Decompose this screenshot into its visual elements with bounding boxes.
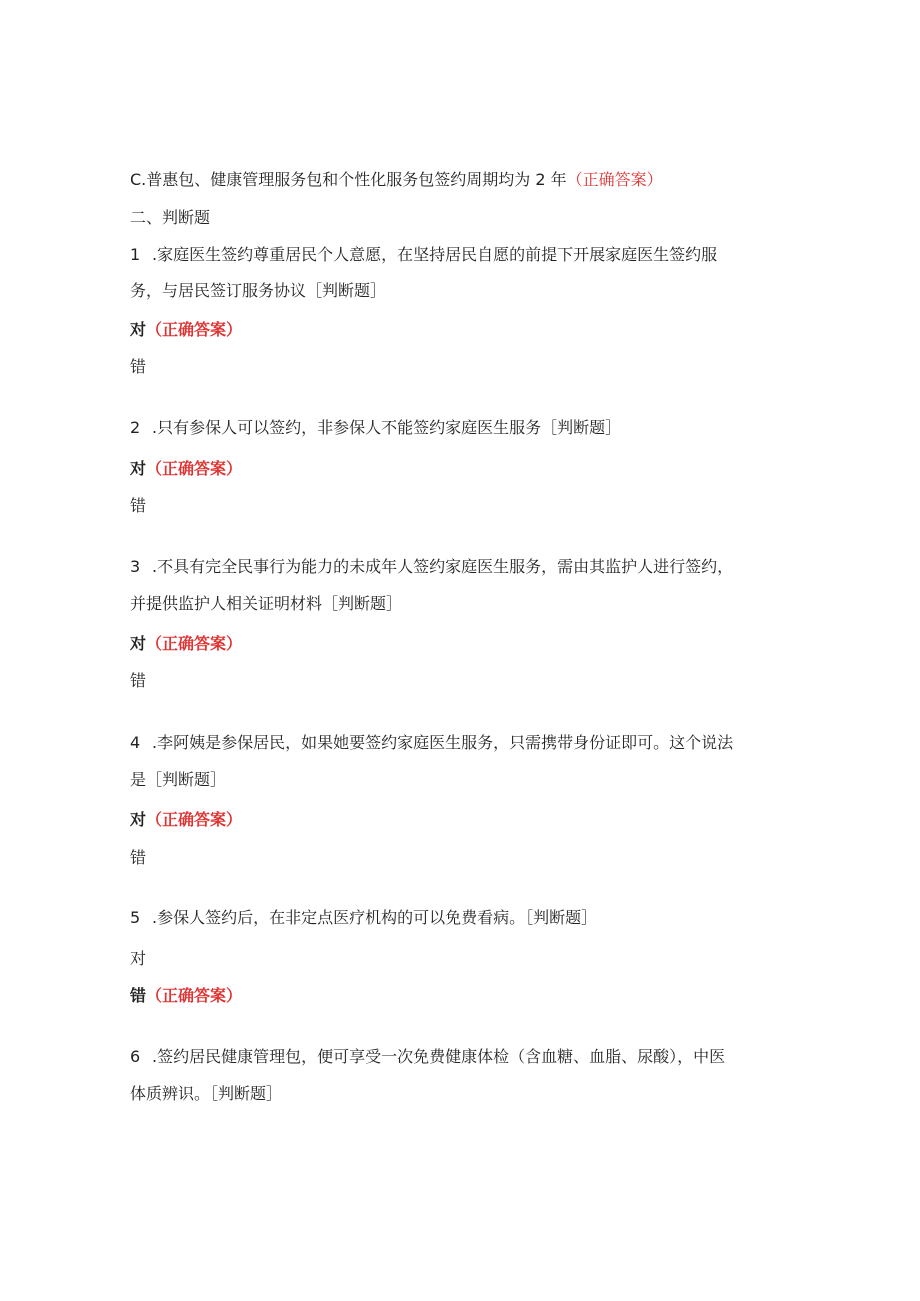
option-label: 对	[130, 320, 147, 339]
question-1-option-false[interactable]	[130, 357, 146, 377]
question-number: 6	[130, 1047, 141, 1066]
question-4-line-2: 是［判断题］	[130, 770, 227, 789]
correct-answer-mark: （正确答案）	[146, 810, 243, 829]
question-text: .参保人签约后，在非定点医疗机构的可以免费看病。［判断题］	[152, 908, 598, 927]
question-number: 3	[130, 557, 141, 576]
question-5-option-false[interactable]	[130, 986, 242, 1006]
correct-answer-mark: （正确答案）	[566, 170, 663, 189]
option-label: 对	[130, 459, 147, 478]
question-text: .只有参保人可以签约，非参保人不能签约家庭医生服务［判断题］	[152, 418, 622, 437]
question-number: 5	[130, 908, 141, 927]
option-label: 错	[130, 986, 147, 1005]
question-4-option-false[interactable]	[130, 848, 146, 868]
question-6-line-1	[130, 1047, 725, 1067]
option-label: 对	[130, 634, 147, 653]
correct-answer-mark: （正确答案）	[146, 986, 243, 1005]
question-number: 1	[130, 245, 141, 264]
question-4-line-1	[130, 733, 733, 753]
question-1-line-1	[130, 245, 717, 265]
question-3-line-2: 并提供监护人相关证明材料［判断题］	[130, 594, 403, 613]
option-label: 对	[130, 949, 147, 968]
question-text: .李阿姨是参保居民，如果她要签约家庭医生服务，只需携带身份证即可。这个说法	[152, 733, 734, 752]
question-3-option-true[interactable]	[130, 634, 242, 654]
question-3-option-false[interactable]	[130, 671, 146, 691]
option-label: 错	[130, 496, 147, 515]
option-label: 错	[130, 357, 147, 376]
question-2-option-true[interactable]	[130, 459, 242, 479]
question-2-line-1	[130, 418, 621, 438]
question-6-line-2: 体质辨识。［判断题］	[130, 1084, 283, 1103]
option-label: 对	[130, 810, 147, 829]
question-number: 2	[130, 418, 141, 437]
question-5-line-1	[130, 908, 597, 928]
section-title: 二、判断题	[130, 208, 211, 227]
question-1-line-2: 务，与居民签订服务协议［判断题］	[130, 281, 387, 300]
question-4-option-true[interactable]	[130, 810, 242, 830]
option-label: 错	[130, 848, 147, 867]
correct-answer-mark: （正确答案）	[146, 634, 243, 653]
question-text: .签约居民健康管理包，便可享受一次免费健康体检（含血糖、血脂、尿酸），中医	[152, 1047, 726, 1066]
question-text: .不具有完全民事行为能力的未成年人签约家庭医生服务，需由其监护人进行签约，	[152, 557, 734, 576]
option-c-line	[130, 170, 663, 190]
question-5-option-true[interactable]	[130, 949, 146, 969]
option-c-text: C.普惠包、健康管理服务包和个性化服务包签约周期均为 2 年	[130, 170, 567, 189]
question-number: 4	[130, 733, 141, 752]
question-text: .家庭医生签约尊重居民个人意愿，在坚持居民自愿的前提下开展家庭医生签约服	[152, 245, 718, 264]
correct-answer-mark: （正确答案）	[146, 459, 243, 478]
question-3-line-1	[130, 557, 733, 577]
question-1-option-true[interactable]	[130, 320, 242, 340]
question-2-option-false[interactable]	[130, 496, 146, 516]
correct-answer-mark: （正确答案）	[146, 320, 243, 339]
option-label: 错	[130, 671, 147, 690]
